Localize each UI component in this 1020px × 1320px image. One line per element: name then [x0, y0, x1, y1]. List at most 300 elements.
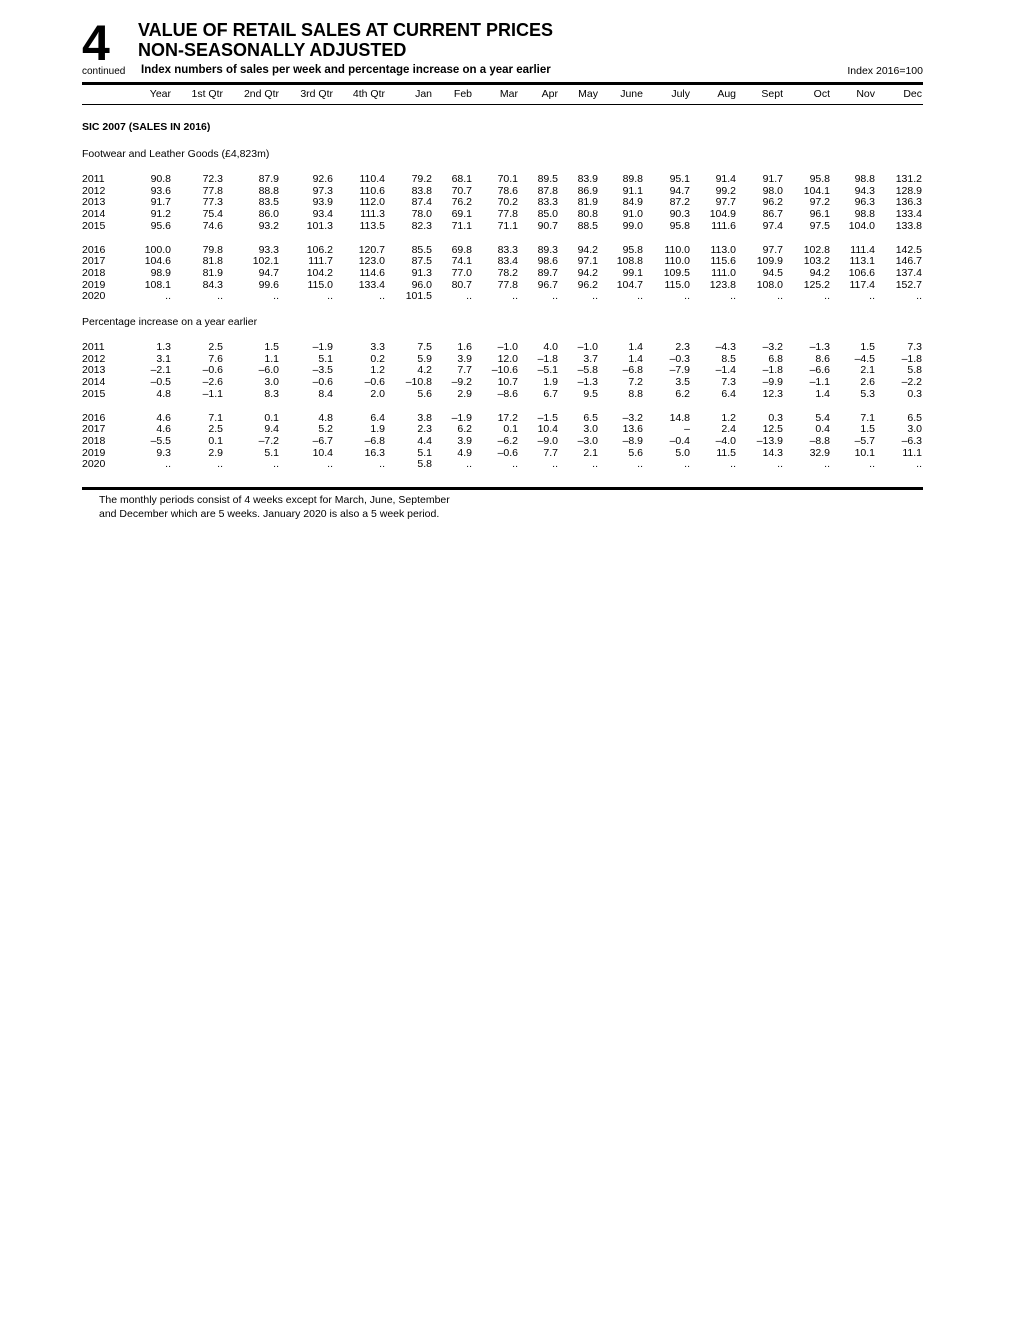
table-cell: –0.6	[497, 446, 518, 459]
table-cell: 111.7	[308, 255, 333, 268]
table-cell: 82.3	[411, 219, 432, 232]
table-cell: –4.5	[854, 352, 875, 365]
table-cell: 97.1	[577, 255, 598, 268]
table-cell: 115.6	[710, 255, 736, 268]
table-cell: 89.5	[537, 173, 558, 185]
table-cell: –1.3	[809, 341, 830, 353]
table-cell: 128.9	[895, 184, 922, 197]
table-cell: 75.4	[202, 208, 223, 221]
table-cell: 14.8	[669, 411, 690, 424]
table-row	[82, 423, 923, 435]
table-cell: 7.3	[907, 341, 922, 353]
table-row	[82, 196, 923, 208]
table-row	[82, 447, 923, 459]
table-cell: ..	[824, 290, 830, 303]
table-cell: 83.3	[497, 243, 518, 256]
table-cell: 1.5	[264, 341, 279, 353]
table-number: 4	[82, 15, 110, 71]
table-cell: 83.3	[537, 196, 558, 209]
table-cell: 114.6	[359, 266, 385, 279]
table-cell: 94.2	[577, 243, 598, 256]
table-cell: 115.0	[664, 278, 690, 291]
table-cell: 8.6	[815, 352, 830, 365]
table-cell: ..	[916, 458, 922, 471]
table-cell: 111.3	[360, 208, 385, 221]
table-cell: 152.7	[895, 278, 922, 291]
table-cell: 1.4	[628, 341, 643, 353]
row-year-label: 2014	[82, 376, 106, 389]
table-cell: 5.2	[318, 423, 333, 436]
table-row	[82, 353, 923, 365]
footer-rule	[82, 487, 923, 490]
table-cell: 3.8	[417, 411, 432, 424]
table-cell: –1.1	[809, 376, 830, 389]
table-cell: 4.6	[156, 411, 171, 424]
row-year-label: 2018	[82, 434, 106, 447]
table-cell: 91.4	[715, 173, 736, 185]
table-cell: 5.8	[417, 458, 432, 471]
table-cell: 89.3	[537, 243, 558, 256]
table-cell: 6.2	[457, 423, 472, 436]
index-section-heading: Footwear and Leather Goods (£4,823m)	[82, 148, 270, 160]
table-cell: 2.3	[417, 423, 432, 436]
table-cell: 95.1	[669, 173, 690, 185]
table-row	[82, 173, 923, 185]
table-cell: 89.7	[537, 266, 558, 279]
row-year-label: 2015	[82, 387, 106, 400]
table-cell: 1.3	[156, 341, 171, 353]
table-cell: –7.9	[669, 364, 690, 377]
table-cell: 120.7	[358, 243, 385, 256]
table-cell: 90.8	[150, 173, 171, 185]
table-cell: 68.1	[451, 173, 472, 185]
table-cell: 4.0	[543, 341, 558, 353]
table-cell: 97.3	[312, 184, 333, 197]
table-cell: ..	[273, 458, 279, 471]
table-cell: 2.4	[721, 423, 736, 436]
table-cell: ..	[327, 458, 333, 471]
table-cell: 113.0	[710, 243, 736, 256]
header-rule-bottom	[82, 104, 923, 105]
title-line-2: NON-SEASONALLY ADJUSTED	[138, 40, 407, 60]
table-cell: 90.3	[669, 208, 690, 221]
table-cell: 1.2	[370, 364, 385, 377]
table-cell: 2.3	[675, 341, 690, 353]
table-cell: 0.1	[208, 434, 223, 447]
row-year-label: 2018	[82, 266, 106, 279]
table-cell: 7.1	[208, 411, 223, 424]
table-title	[138, 20, 553, 60]
table-cell: 93.9	[312, 196, 333, 209]
table-cell: ..	[466, 458, 472, 471]
table-cell: 91.0	[622, 208, 643, 221]
table-cell: 83.5	[258, 196, 279, 209]
table-cell: 146.7	[895, 255, 922, 268]
table-cell: –3.0	[577, 434, 598, 447]
table-cell: 91.1	[622, 184, 643, 197]
table-cell: 104.9	[709, 208, 736, 221]
table-cell: 96.0	[411, 278, 432, 291]
table-cell: 0.3	[768, 411, 783, 424]
column-header: 4th Qtr	[352, 88, 385, 100]
table-cell: –6.7	[312, 434, 333, 447]
column-header: Sept	[761, 88, 783, 100]
table-cell: 91.7	[150, 196, 171, 209]
table-cell: 123.0	[358, 255, 385, 268]
table-cell: –6.0	[258, 364, 279, 377]
table-cell: 10.1	[854, 446, 875, 459]
table-cell: 5.8	[907, 364, 922, 377]
row-year-label: 2016	[82, 243, 106, 256]
table-cell: 97.7	[762, 243, 783, 256]
table-cell: 93.2	[258, 219, 279, 232]
table-cell: 1.1	[264, 352, 279, 365]
table-cell: –8.6	[497, 387, 518, 400]
table-row	[82, 412, 923, 424]
table-cell: 1.9	[370, 423, 385, 436]
table-cell: 96.3	[854, 196, 875, 209]
table-cell: 13.6	[622, 423, 643, 436]
table-cell: ..	[777, 458, 783, 471]
row-year-label: 2017	[82, 255, 106, 268]
table-cell: ..	[273, 290, 279, 303]
row-year-label: 2019	[82, 446, 106, 459]
table-cell: –3.5	[312, 364, 333, 377]
column-header: Aug	[717, 88, 736, 100]
table-cell: –6.3	[901, 434, 922, 447]
table-cell: 106.6	[848, 266, 875, 279]
table-cell: 98.8	[854, 173, 875, 185]
table-cell: 1.6	[457, 341, 472, 353]
table-cell: 100.0	[144, 243, 171, 256]
table-cell: –2.6	[202, 376, 223, 389]
row-year-label: 2014	[82, 208, 106, 221]
table-cell: 104.0	[848, 219, 875, 232]
sic-heading: SIC 2007 (SALES IN 2016)	[82, 121, 211, 133]
table-cell: ..	[592, 290, 598, 303]
table-cell: –9.2	[451, 376, 472, 389]
table-cell: 94.2	[809, 266, 830, 279]
table-cell: 109.9	[756, 255, 783, 268]
table-row	[82, 364, 923, 376]
table-cell: 0.4	[815, 423, 830, 436]
table-cell: 99.2	[715, 184, 736, 197]
column-header: Year	[149, 88, 171, 100]
table-cell: 108.8	[616, 255, 643, 268]
table-row	[82, 267, 923, 279]
column-header: May	[578, 88, 598, 100]
table-cell: –3.2	[622, 411, 643, 424]
table-cell: –0.6	[202, 364, 223, 377]
table-cell: 3.9	[457, 434, 472, 447]
row-year-label: 2016	[82, 411, 106, 424]
table-cell: 7.3	[721, 376, 736, 389]
table-cell: 3.0	[583, 423, 598, 436]
table-row	[82, 290, 923, 302]
table-cell: 6.4	[370, 411, 385, 424]
table-cell: 87.2	[669, 196, 690, 209]
table-cell: 69.8	[451, 243, 472, 256]
table-cell: 85.5	[411, 243, 432, 256]
table-cell: 3.1	[156, 352, 171, 365]
table-cell: 5.4	[815, 411, 830, 424]
table-cell: 17.2	[497, 411, 518, 424]
table-cell: 5.9	[417, 352, 432, 365]
table-cell: 91.3	[411, 266, 432, 279]
row-year-label: 2020	[82, 458, 106, 471]
table-cell: 71.1	[497, 219, 518, 232]
table-cell: 87.4	[411, 196, 432, 209]
table-cell: ..	[684, 458, 690, 471]
table-cell: 80.7	[451, 278, 472, 291]
table-cell: –10.6	[491, 364, 518, 377]
table-cell: –8.9	[622, 434, 643, 447]
row-year-label: 2011	[82, 173, 105, 185]
table-cell: 95.8	[809, 173, 830, 185]
table-cell: 110.0	[664, 255, 690, 268]
table-cell: 117.4	[849, 278, 875, 291]
table-cell: 70.7	[451, 184, 472, 197]
table-row	[82, 220, 923, 232]
table-cell: 72.3	[202, 173, 223, 185]
table-cell: 83.4	[497, 255, 518, 268]
table-cell: 1.9	[543, 376, 558, 389]
table-cell: –0.5	[150, 376, 171, 389]
table-cell: 6.7	[543, 387, 558, 400]
table-cell: 3.0	[264, 376, 279, 389]
row-year-label: 2019	[82, 278, 106, 291]
table-cell: 12.3	[762, 387, 783, 400]
table-cell: 12.0	[497, 352, 518, 365]
table-cell: –13.9	[756, 434, 783, 447]
table-cell: 94.3	[854, 184, 875, 197]
table-cell: 8.5	[721, 352, 736, 365]
table-cell: 137.4	[895, 266, 922, 279]
column-header: 2nd Qtr	[243, 88, 279, 100]
table-cell: –4.0	[715, 434, 736, 447]
table-row	[82, 388, 923, 400]
table-cell: ..	[916, 290, 922, 303]
table-cell: –1.4	[715, 364, 736, 377]
table-cell: 2.1	[583, 446, 598, 459]
table-cell: 103.2	[803, 255, 830, 268]
table-cell: 78.6	[497, 184, 518, 197]
table-cell: 4.4	[417, 434, 432, 447]
table-cell: 74.1	[451, 255, 472, 268]
table-cell: 0.3	[907, 387, 922, 400]
table-row	[82, 376, 923, 388]
table-cell: 80.8	[577, 208, 598, 221]
table-cell: –5.5	[150, 434, 171, 447]
table-cell: 108.0	[756, 278, 783, 291]
table-cell: 104.1	[803, 184, 830, 197]
table-cell: ..	[730, 458, 736, 471]
table-cell: –1.0	[577, 341, 598, 353]
column-header: Feb	[453, 88, 472, 100]
table-cell: 70.2	[497, 196, 518, 209]
table-cell: 4.2	[417, 364, 432, 377]
table-cell: 98.0	[762, 184, 783, 197]
table-cell: 93.6	[150, 184, 171, 197]
table-cell: –0.6	[312, 376, 333, 389]
table-cell: –6.6	[809, 364, 830, 377]
table-cell: 115.0	[307, 278, 333, 291]
table-cell: ..	[165, 458, 171, 471]
table-cell: 70.1	[497, 173, 518, 185]
table-cell: 2.1	[860, 364, 875, 377]
table-cell: ..	[730, 290, 736, 303]
table-cell: 112.0	[359, 196, 385, 209]
table-cell: 94.7	[258, 266, 279, 279]
table-cell: 79.8	[202, 243, 223, 256]
table-cell: 88.5	[577, 219, 598, 232]
row-year-label: 2011	[82, 341, 105, 353]
index-base-label: Index 2016=100	[847, 65, 923, 77]
table-cell: 0.1	[503, 423, 518, 436]
table-cell: 1.4	[628, 352, 643, 365]
table-cell: 7.5	[417, 341, 432, 353]
table-cell: 94.2	[577, 266, 598, 279]
table-cell: ..	[217, 458, 223, 471]
table-cell: 7.7	[543, 446, 558, 459]
table-cell: 32.9	[809, 446, 830, 459]
table-cell: 98.8	[854, 208, 875, 221]
column-header: July	[671, 88, 690, 100]
row-year-label: 2013	[82, 196, 106, 209]
footnote-line-1: The monthly periods consist of 4 weeks except for March, June, September	[99, 494, 450, 506]
table-cell: ..	[552, 458, 558, 471]
table-cell: 111.6	[711, 219, 736, 232]
table-cell: 2.9	[208, 446, 223, 459]
table-cell: 11.1	[902, 446, 922, 459]
table-cell: 77.8	[497, 278, 518, 291]
table-cell: 86.7	[762, 208, 783, 221]
table-cell: ..	[777, 290, 783, 303]
table-cell: 83.9	[577, 173, 598, 185]
table-cell: 106.2	[306, 243, 333, 256]
table-cell: 101.3	[306, 219, 333, 232]
table-cell: 5.6	[628, 446, 643, 459]
table-cell: 84.3	[202, 278, 223, 291]
table-cell: 94.5	[762, 266, 783, 279]
table-cell: –10.8	[405, 376, 432, 389]
table-cell: 79.2	[411, 173, 432, 185]
table-cell: –1.5	[537, 411, 558, 424]
table-cell: –3.2	[762, 341, 783, 353]
table-cell: 104.6	[144, 255, 171, 268]
table-cell: 5.3	[860, 387, 875, 400]
table-cell: –1.9	[451, 411, 472, 424]
table-cell: –4.3	[715, 341, 736, 353]
table-cell: 98.9	[150, 266, 171, 279]
table-cell: 110.4	[359, 173, 385, 185]
table-cell: 78.2	[497, 266, 518, 279]
table-cell: 11.5	[716, 446, 736, 459]
table-cell: 133.4	[358, 278, 385, 291]
table-row	[82, 185, 923, 197]
table-cell: 77.3	[202, 196, 223, 209]
table-cell: 86.0	[258, 208, 279, 221]
table-cell: 97.5	[809, 219, 830, 232]
table-cell: 1.5	[860, 341, 875, 353]
row-year-label: 2012	[82, 352, 106, 365]
table-cell: 6.8	[768, 352, 783, 365]
table-cell: 89.8	[622, 173, 643, 185]
table-cell: 71.1	[451, 219, 472, 232]
table-cell: 133.8	[895, 219, 922, 232]
table-cell: 95.6	[150, 219, 171, 232]
table-cell: 94.7	[669, 184, 690, 197]
table-cell: –0.4	[669, 434, 690, 447]
column-header: Mar	[499, 88, 518, 100]
table-cell: –9.0	[537, 434, 558, 447]
table-cell: 6.5	[583, 411, 598, 424]
table-cell: –6.2	[497, 434, 518, 447]
table-cell: 7.7	[457, 364, 472, 377]
table-cell: 9.3	[156, 446, 171, 459]
table-cell: –5.1	[537, 364, 558, 377]
table-subtitle: Index numbers of sales per week and percentage increase on a year earlier	[141, 64, 551, 76]
table-cell: 101.5	[405, 290, 432, 303]
table-cell: 81.8	[202, 255, 223, 268]
table-cell: –1.8	[762, 364, 783, 377]
table-cell: 5.1	[417, 446, 432, 459]
table-cell: 102.1	[252, 255, 279, 268]
table-cell: 92.6	[312, 173, 333, 185]
table-cell: ..	[379, 290, 385, 303]
table-cell: 99.0	[622, 219, 643, 232]
table-cell: –1.0	[497, 341, 518, 353]
table-cell: 87.9	[258, 173, 279, 185]
table-cell: 69.1	[451, 208, 472, 221]
column-header: June	[620, 88, 643, 100]
table-cell: 91.7	[762, 173, 783, 185]
table-row	[82, 341, 923, 353]
table-cell: ..	[869, 290, 875, 303]
table-cell: 81.9	[202, 266, 223, 279]
table-cell: 142.5	[895, 243, 922, 256]
table-cell: 110.6	[359, 184, 385, 197]
table-cell: 123.8	[709, 278, 736, 291]
row-year-label: 2017	[82, 423, 106, 436]
table-cell: 77.8	[497, 208, 518, 221]
table-cell: –2.1	[150, 364, 171, 377]
table-cell: 113.1	[849, 255, 875, 268]
table-cell: 86.9	[577, 184, 598, 197]
pct-section-heading: Percentage increase on a year earlier	[82, 316, 258, 328]
table-cell: 136.3	[895, 196, 922, 209]
table-cell: 6.4	[721, 387, 736, 400]
table-row	[82, 208, 923, 220]
table-cell: ..	[379, 458, 385, 471]
table-cell: 3.7	[583, 352, 598, 365]
title-line-1: VALUE OF RETAIL SALES AT CURRENT PRICES	[138, 20, 554, 40]
row-year-label: 2012	[82, 184, 106, 197]
table-row	[82, 255, 923, 267]
table-cell: 111.4	[850, 243, 875, 256]
table-cell: 7.2	[628, 376, 643, 389]
table-cell: 98.6	[537, 255, 558, 268]
table-cell: –8.8	[809, 434, 830, 447]
table-cell: 4.8	[318, 411, 333, 424]
table-cell: 16.3	[364, 446, 385, 459]
table-cell: 85.0	[537, 208, 558, 221]
table-cell: 10.7	[497, 376, 518, 389]
table-cell: –0.6	[364, 376, 385, 389]
table-cell: 7.1	[860, 411, 875, 424]
column-header: Apr	[541, 88, 558, 100]
table-cell: ..	[824, 458, 830, 471]
